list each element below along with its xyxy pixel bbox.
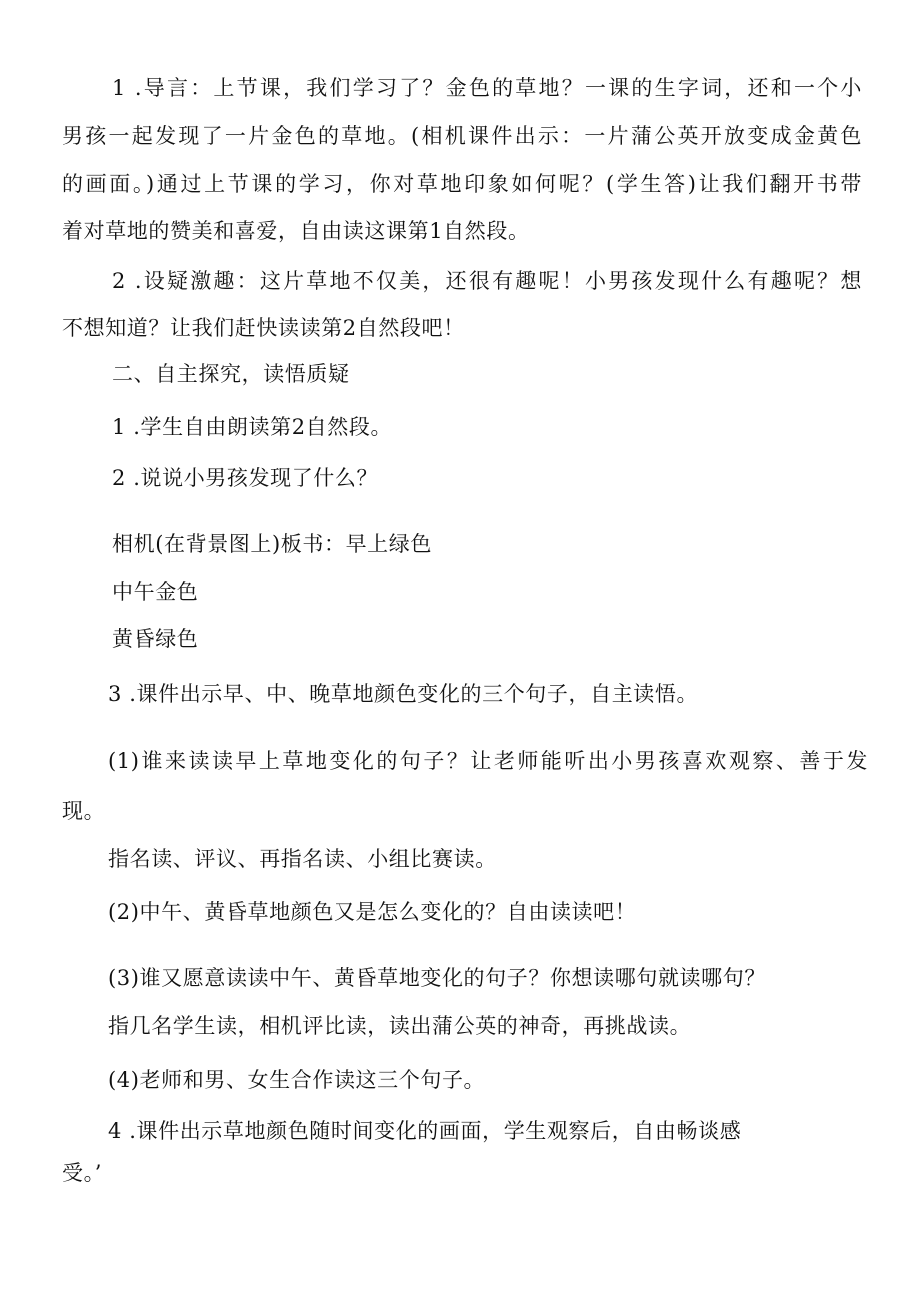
paragraph-intro-1-line-3: 的画面。)通过上节课的学习，你对草地印象如何呢？(学生答)让我们翻开书带 — [62, 172, 862, 196]
sub-step-3: (3)谁又愿意读读中午、黄昏草地变化的句子？你想读哪句就读哪句？ — [108, 966, 766, 990]
sub-step-1-line-1: (1)谁来读读早上草地变化的句子？让老师能听出小男孩喜欢观察、善于发 — [108, 749, 868, 773]
paragraph-intro-1-line-1: 1 .导言：上节课，我们学习了？金色的草地？一课的生字词，还和一个小 — [112, 76, 862, 100]
sub-step-2: (2)中午、黄昏草地颜色又是怎么变化的？自由读读吧！ — [108, 900, 637, 924]
paragraph-intro-2-line-2: 不想知道？让我们赶快读读第2自然段吧！ — [62, 316, 465, 340]
paragraph-intro-1-line-4: 着对草地的赞美和喜爱，自由读这课第1自然段。 — [62, 219, 530, 243]
sub-step-4: (4)老师和男、女生合作读这三个句子。 — [108, 1068, 486, 1092]
section-heading: 二、自主探究，读悟质疑 — [112, 362, 350, 386]
board-writing-2: 中午金色 — [112, 580, 199, 604]
board-writing-1: 相机(在背景图上)板书：早上绿色 — [112, 532, 432, 556]
sub-step-1-line-2: 现。 — [62, 799, 106, 823]
step-2: 2 .说说小男孩发现了什么？ — [112, 466, 379, 490]
board-writing-3: 黄昏绿色 — [112, 627, 199, 651]
step-4-line-2: 受。’ — [62, 1161, 102, 1185]
step-3: 3 .课件出示早、中、晚草地颜色变化的三个句子，自主读悟。 — [108, 682, 699, 706]
sub-step-1-note: 指名读、评议、再指名读、小组比赛读。 — [108, 847, 497, 871]
paragraph-intro-2-line-1: 2 .设疑激趣：这片草地不仅美，还很有趣呢！小男孩发现什么有趣呢？想 — [112, 269, 862, 293]
sub-step-3-note: 指几名学生读，相机评比读，读出蒲公英的神奇，再挑战读。 — [108, 1014, 692, 1038]
paragraph-intro-1-line-2: 男孩一起发现了一片金色的草地。(相机课件出示：一片蒲公英开放变成金黄色 — [62, 124, 862, 148]
step-4-line-1: 4 .课件出示草地颜色随时间变化的画面，学生观察后，自由畅谈感 — [108, 1119, 742, 1143]
step-1: 1 .学生自由朗读第2自然段。 — [112, 415, 393, 439]
